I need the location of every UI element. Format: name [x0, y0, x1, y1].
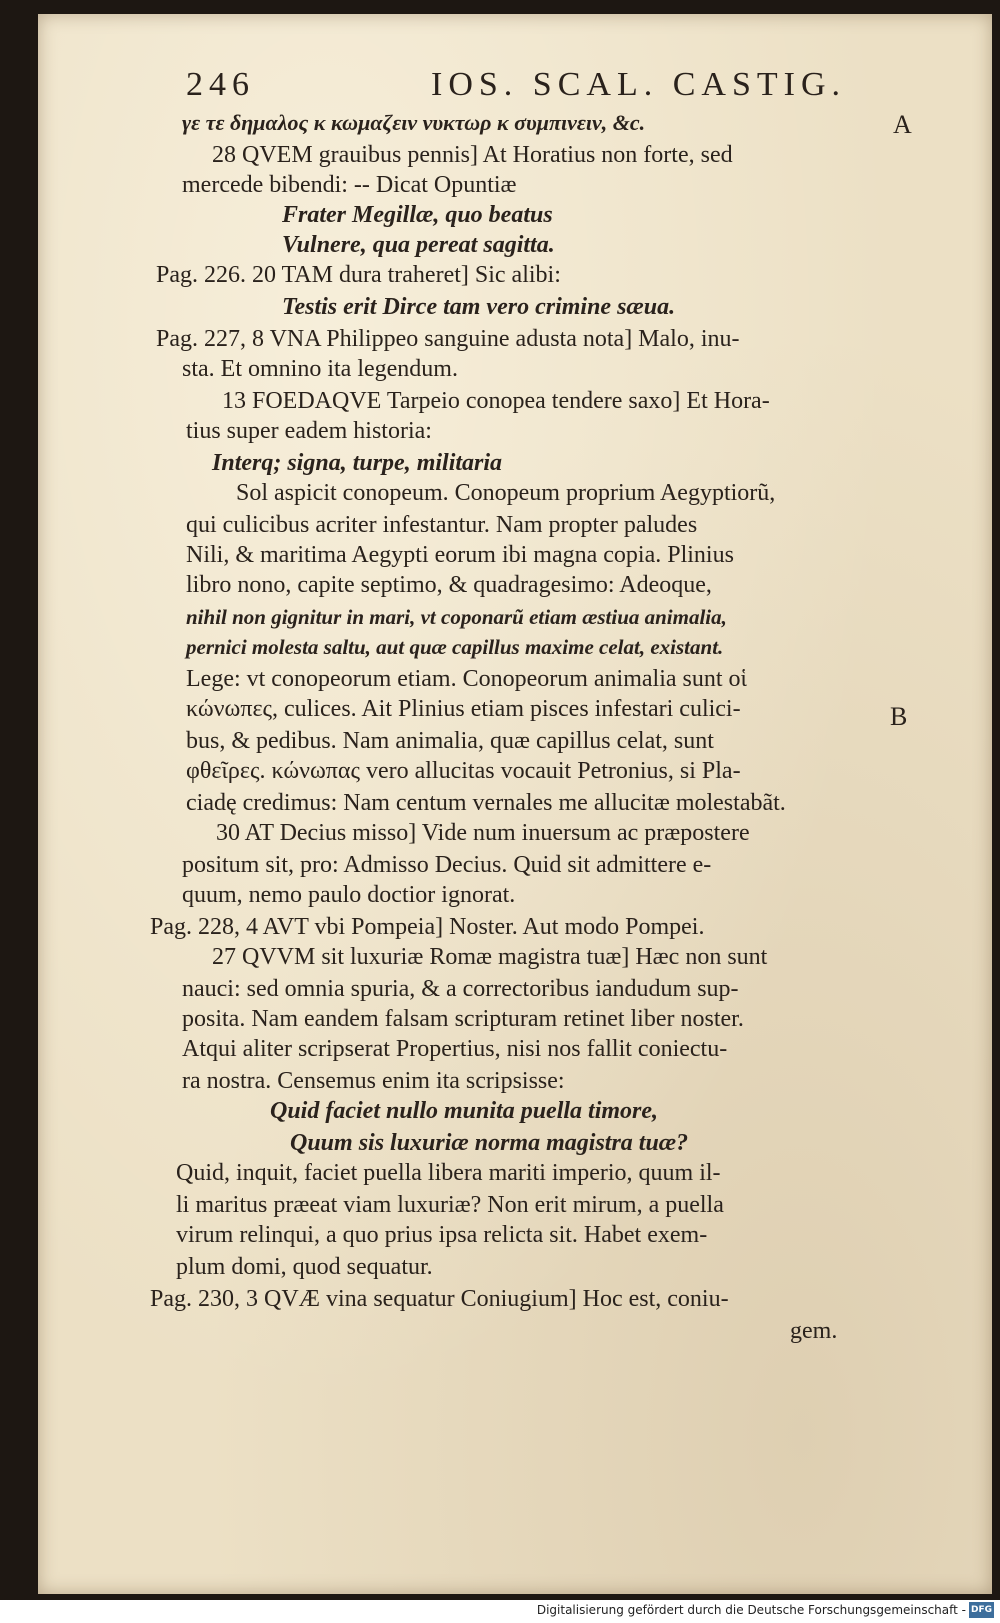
dfg-logo: DFG — [969, 1602, 994, 1618]
text-line: Testis erit Dirce tam vero crimine sæua. — [282, 294, 676, 320]
text-line: gem. — [790, 1318, 838, 1344]
text-line: Lege: vt conopeorum etiam. Conopeorum animalia sunt οἱ — [186, 666, 747, 692]
text-line: κώνωπες, culices. Ait Plinius etiam pisces infestari culici- — [186, 696, 741, 722]
text-line: 13 FOEDAQVE Tarpeio conopea tendere saxo] Et Hora- — [222, 388, 770, 414]
margin-letter-a: A — [893, 110, 912, 139]
text-line: nauci: sed omnia spuria, & a correctoribus iandudum sup- — [182, 976, 739, 1002]
text-line: bus, & pedibus. Nam animalia, quæ capillus celat, sunt — [186, 728, 714, 754]
text-line: Atqui aliter scripserat Propertius, nisi nos fallit coniectu- — [182, 1036, 728, 1062]
running-title: IOS. SCAL. CASTIG. — [431, 66, 846, 103]
text-line: plum domi, quod sequatur. — [176, 1254, 433, 1280]
text-line: Sol aspicit conopeum. Conopeum proprium Aegyptiorũ, — [236, 480, 776, 506]
text-line: 30 AT Decius misso] Vide num inuersum ac præpostere — [216, 820, 750, 846]
text-line: virum relinqui, a quo prius ipsa relicta sit. Habet exem- — [176, 1222, 708, 1248]
text-line: Quid faciet nullo munita puella timore, — [270, 1098, 659, 1124]
text-line: Pag. 227, 8 VNA Philippeo sanguine adusta nota] Malo, inu- — [156, 326, 740, 352]
text-line: Pag. 230, 3 QVÆ vina sequatur Coniugium] Hoc est, coniu- — [150, 1286, 729, 1312]
running-header — [186, 66, 846, 106]
text-line: φθεῖρες. κώνωπας vero allucitas vocauit Petronius, si Pla- — [186, 758, 741, 784]
text-line: Frater Megillæ, quo beatus — [282, 202, 553, 228]
text-line: Quum sis luxuriæ norma magistra tuæ? — [290, 1130, 689, 1156]
text-line: libro nono, capite septimo, & quadragesimo: Adeoque, — [186, 572, 712, 598]
text-line: Pag. 226. 20 TAM dura traheret] Sic alibi: — [156, 262, 561, 288]
text-line: ciadę credimus: Nam centum vernales me allucitæ molestabãt. — [186, 790, 786, 816]
text-line: 28 QVEM grauibus pennis] At Horatius non forte, sed — [212, 142, 733, 168]
text-line: mercede bibendi: -- Dicat Opuntiæ — [182, 172, 517, 198]
footer-credit: Digitalisierung gefördert durch die Deutsche Forschungsgemeinschaft - — [536, 1603, 966, 1617]
text-line: Nili, & maritima Aegypti eorum ibi magna copia. Plinius — [186, 542, 734, 568]
text-line: Pag. 228, 4 AVT vbi Pompeia] Noster. Aut modo Pompei. — [150, 914, 705, 940]
text-line: sta. Et omnino ita legendum. — [182, 356, 458, 382]
text-line: positum sit, pro: Admisso Decius. Quid sit admittere e- — [182, 852, 712, 878]
page-number: 246 — [186, 66, 255, 103]
text-line: qui culicibus acriter infestantur. Nam propter paludes — [186, 512, 698, 538]
text-line: posita. Nam eandem falsam scripturam retinet liber noster. — [182, 1006, 744, 1032]
text-line: pernici molesta saltu, aut quæ capillus maxime celat, existant. — [186, 635, 724, 659]
text-line: 27 QVVM sit luxuriæ Romæ magistra tuæ] Hæc non sunt — [212, 944, 768, 970]
text-line: ra nostra. Censemus enim ita scripsisse: — [182, 1068, 565, 1094]
text-line: quum, nemo paulo doctior ignorat. — [182, 882, 516, 908]
digitization-footer — [0, 1600, 1000, 1623]
text-line: tius super eadem historia: — [186, 418, 432, 444]
margin-letter-b: B — [890, 702, 908, 731]
text-line: li maritus præeat viam luxuriæ? Non erit mirum, a puella — [176, 1192, 724, 1218]
text-line: Interq; signa, turpe, militaria — [212, 450, 503, 476]
text-line: γε τε δημαλος κ κωμαζειν νυκτωρ κ συμπινειν, &c. — [182, 110, 646, 135]
text-line: nihil non gignitur in mari, vt coponarũ etiam æstiua animalia, — [186, 605, 727, 629]
text-line: Quid, inquit, faciet puella libera mariti imperio, quum il- — [176, 1160, 721, 1186]
text-line: Vulnere, qua pereat sagitta. — [282, 232, 555, 258]
